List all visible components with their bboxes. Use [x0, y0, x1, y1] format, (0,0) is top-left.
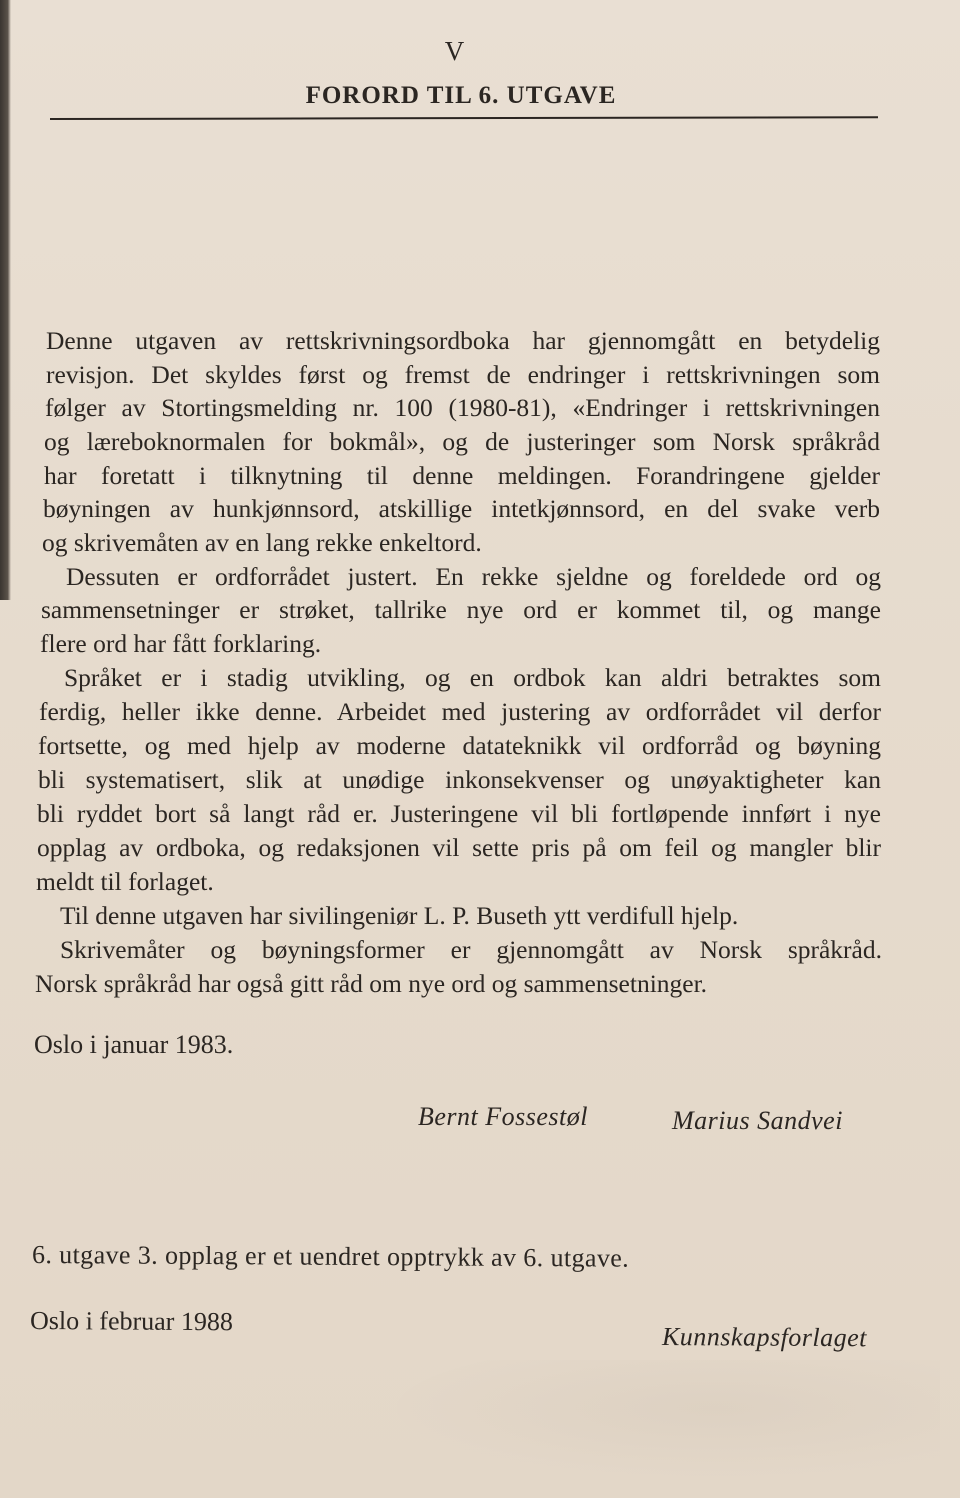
text-line: revisjon. Det skyldes først og fremst de endringer i rettskrivningen som	[46, 360, 880, 389]
text-line: Norsk språkråd har også gitt råd om nye ord og sammensetninger.	[35, 969, 708, 998]
text-line: og læreboknormalen for bokmål», og de justeringer som Norsk språkråd	[44, 427, 880, 456]
title-rule	[50, 116, 878, 120]
publisher-name: Kunnskapsforlaget	[661, 1322, 868, 1353]
text-line: fortsette, og med hjelp av moderne datateknikk vil ordforråd og bøyning	[38, 731, 881, 760]
text-line: flere ord har fått forklaring.	[40, 629, 322, 658]
text-line: bli systematisert, slik at unødige inkonsekvenser og unøyaktigheter kan	[38, 765, 881, 794]
text-line: meldt til forlaget.	[36, 867, 214, 896]
text-line: sammensetninger er strøket, tallrike nye ord er kommet til, og mange	[41, 595, 881, 624]
author-signature: Bernt Fossestøl	[418, 1102, 588, 1131]
place-date: Oslo i januar 1983.	[34, 1030, 234, 1059]
text-line: Til denne utgaven har sivilingeniør L. P. Buseth ytt verdifull hjelp.	[60, 901, 739, 930]
text-line: har foretatt i tilknytning til denne meldingen. Forandringene gjelder	[44, 461, 880, 490]
reprint-place-date: Oslo i februar 1988	[29, 1306, 233, 1337]
text-line: Skrivemåter og bøyningsformer er gjennomgått av Norsk språkråd.	[60, 935, 882, 964]
text-line: opplag av ordboka, og redaksjonen vil sette pris på om feil og mangler blir	[37, 833, 881, 862]
page-number: V	[444, 36, 466, 66]
text-line: følger av Stortingsmelding nr. 100 (1980-81), «Endringer i rettskrivningen	[45, 393, 880, 422]
text-line: Språket er i stadig utvikling, og en ordbok kan aldri betraktes som	[64, 663, 881, 692]
page-title: FORORD TIL 6. UTGAVE	[305, 82, 617, 109]
text-line: Denne utgaven av rettskrivningsordboka har gjennomgått en betydelig	[46, 326, 880, 355]
author-signature: Marius Sandvei	[672, 1106, 843, 1135]
text-line: bli ryddet bort så langt råd er. Justeringene vil bli fortløpende innført i nye	[37, 799, 881, 828]
reprint-note: 6. utgave 3. opplag er et uendret opptrykk av 6. utgave.	[31, 1240, 630, 1273]
text-line: Dessuten er ordforrådet justert. En rekke sjeldne og foreldede ord og	[66, 562, 881, 591]
text-line: bøyningen av hunkjønnsord, atskillige intetkjønnsord, en del svake verb	[43, 494, 880, 523]
show-through-shadow	[380, 1360, 940, 1480]
text-line: og skrivemåten av en lang rekke enkeltord.	[42, 528, 482, 557]
text-line: ferdig, heller ikke denne. Arbeidet med justering av ordforrådet vil derfor	[39, 697, 881, 726]
